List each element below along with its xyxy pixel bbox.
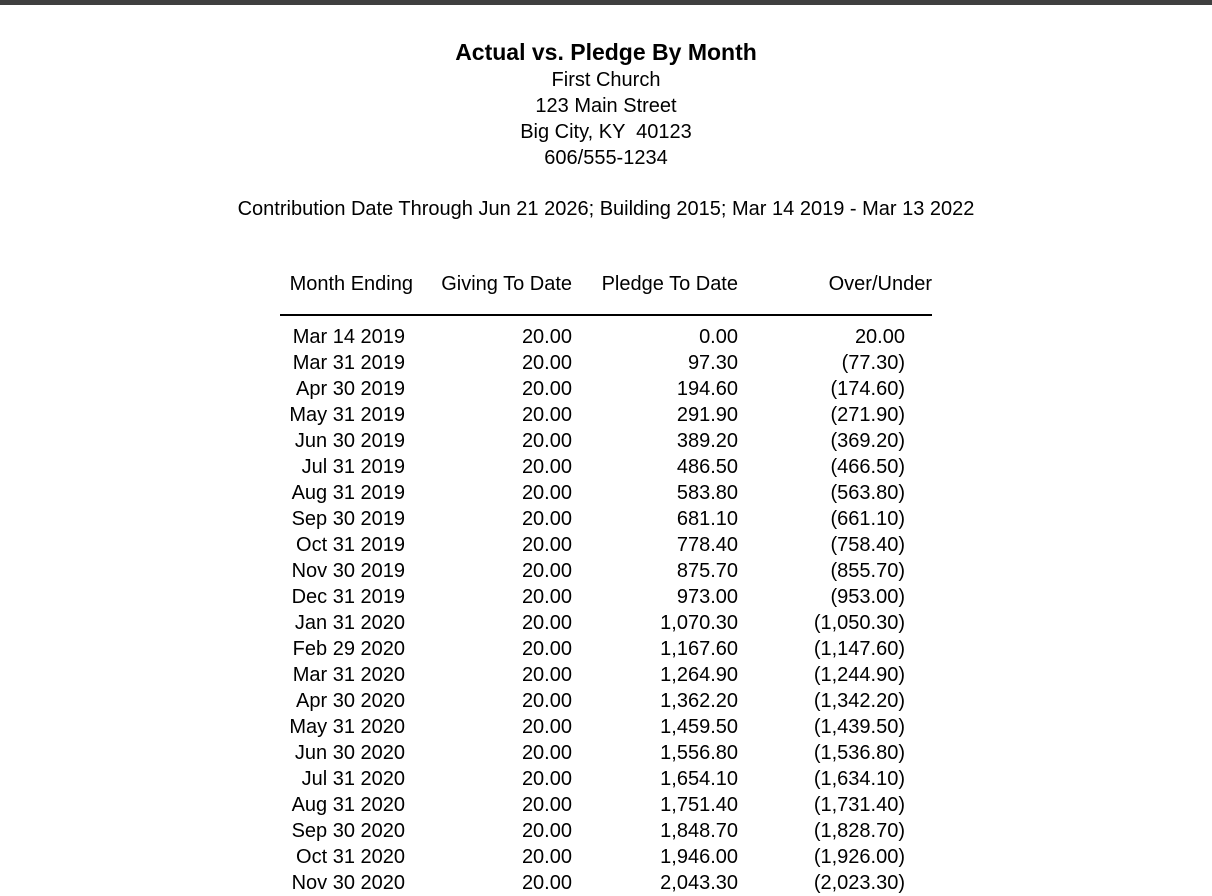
column-header-over-under: Over/Under bbox=[738, 272, 932, 315]
org-address-city: Big City, KY 40123 bbox=[520, 121, 692, 143]
pledge-table bbox=[280, 272, 932, 896]
table-row bbox=[280, 844, 932, 870]
table-row bbox=[280, 480, 932, 506]
over-under-cell: (1,342.20) bbox=[813, 690, 905, 712]
month-ending-cell: Mar 14 2019 bbox=[292, 326, 405, 348]
over-under-cell: (758.40) bbox=[830, 534, 905, 556]
giving-to-date-cell: 20.00 bbox=[521, 326, 572, 348]
window-top-bar bbox=[0, 0, 1212, 5]
month-ending-cell: Aug 31 2020 bbox=[291, 794, 405, 816]
table-row bbox=[280, 532, 932, 558]
over-under-cell: (1,536.80) bbox=[813, 742, 905, 764]
pledge-to-date-cell: 1,070.30 bbox=[660, 612, 738, 634]
table-row bbox=[280, 428, 932, 454]
pledge-to-date-cell: 1,459.50 bbox=[660, 716, 738, 738]
table-row bbox=[280, 315, 932, 350]
over-under-cell: (174.60) bbox=[830, 378, 905, 400]
org-phone: 606/555-1234 bbox=[544, 147, 668, 169]
giving-to-date-cell: 20.00 bbox=[521, 508, 572, 530]
pledge-to-date-cell: 973.00 bbox=[676, 586, 738, 608]
giving-to-date-cell: 20.00 bbox=[521, 352, 572, 374]
month-ending-cell: Nov 30 2020 bbox=[291, 872, 405, 894]
table-row bbox=[280, 714, 932, 740]
pledge-to-date-cell: 97.30 bbox=[687, 352, 738, 374]
month-ending-cell: Jan 31 2020 bbox=[294, 612, 405, 634]
pledge-to-date-cell: 1,848.70 bbox=[660, 820, 738, 842]
pledge-to-date-cell: 194.60 bbox=[676, 378, 738, 400]
over-under-cell: (2,023.30) bbox=[813, 872, 905, 894]
pledge-to-date-cell: 1,362.20 bbox=[660, 690, 738, 712]
over-under-cell: (466.50) bbox=[830, 456, 905, 478]
month-ending-cell: Aug 31 2019 bbox=[291, 482, 405, 504]
giving-to-date-cell: 20.00 bbox=[521, 846, 572, 868]
giving-to-date-cell: 20.00 bbox=[521, 742, 572, 764]
over-under-cell: (855.70) bbox=[830, 560, 905, 582]
pledge-to-date-cell: 1,556.80 bbox=[660, 742, 738, 764]
pledge-to-date-cell: 1,654.10 bbox=[660, 768, 738, 790]
giving-to-date-cell: 20.00 bbox=[521, 820, 572, 842]
giving-to-date-cell: 20.00 bbox=[521, 534, 572, 556]
giving-to-date-cell: 20.00 bbox=[521, 482, 572, 504]
table-row bbox=[280, 688, 932, 714]
giving-to-date-cell: 20.00 bbox=[521, 664, 572, 686]
over-under-cell: (661.10) bbox=[830, 508, 905, 530]
table-row bbox=[280, 584, 932, 610]
over-under-cell: (1,147.60) bbox=[813, 638, 905, 660]
column-header-giving-to-date: Giving To Date bbox=[413, 272, 572, 315]
pledge-to-date-cell: 875.70 bbox=[676, 560, 738, 582]
over-under-cell: (953.00) bbox=[830, 586, 905, 608]
giving-to-date-cell: 20.00 bbox=[521, 378, 572, 400]
pledge-to-date-cell: 1,946.00 bbox=[660, 846, 738, 868]
table-row bbox=[280, 506, 932, 532]
org-address-street: 123 Main Street bbox=[535, 95, 677, 117]
table-row bbox=[280, 662, 932, 688]
table-header-row bbox=[280, 272, 932, 315]
pledge-to-date-cell: 2,043.30 bbox=[660, 872, 738, 894]
pledge-to-date-cell: 389.20 bbox=[676, 430, 738, 452]
over-under-cell: (1,828.70) bbox=[813, 820, 905, 842]
report-criteria-line: Contribution Date Through Jun 21 2026; Building 2015; Mar 14 2019 - Mar 13 2022 bbox=[237, 198, 975, 220]
giving-to-date-cell: 20.00 bbox=[521, 560, 572, 582]
month-ending-cell: May 31 2020 bbox=[289, 716, 405, 738]
giving-to-date-cell: 20.00 bbox=[521, 612, 572, 634]
giving-to-date-cell: 20.00 bbox=[521, 872, 572, 894]
table-row bbox=[280, 610, 932, 636]
giving-to-date-cell: 20.00 bbox=[521, 690, 572, 712]
pledge-to-date-cell: 583.80 bbox=[676, 482, 738, 504]
over-under-cell: (563.80) bbox=[830, 482, 905, 504]
table-row bbox=[280, 376, 932, 402]
month-ending-cell: Mar 31 2020 bbox=[292, 664, 405, 686]
giving-to-date-cell: 20.00 bbox=[521, 794, 572, 816]
table-row bbox=[280, 740, 932, 766]
pledge-to-date-cell: 1,167.60 bbox=[660, 638, 738, 660]
giving-to-date-cell: 20.00 bbox=[521, 404, 572, 426]
org-name: First Church bbox=[551, 69, 661, 91]
giving-to-date-cell: 20.00 bbox=[521, 456, 572, 478]
report-page bbox=[0, 37, 1212, 896]
table-row bbox=[280, 818, 932, 844]
month-ending-cell: May 31 2019 bbox=[289, 404, 405, 426]
table-row bbox=[280, 636, 932, 662]
pledge-to-date-cell: 486.50 bbox=[676, 456, 738, 478]
giving-to-date-cell: 20.00 bbox=[521, 430, 572, 452]
giving-to-date-cell: 20.00 bbox=[521, 638, 572, 660]
table-row bbox=[280, 558, 932, 584]
month-ending-cell: Jun 30 2019 bbox=[294, 430, 405, 452]
month-ending-cell: Oct 31 2020 bbox=[296, 846, 405, 868]
pledge-table-body bbox=[280, 315, 932, 896]
column-header-month-ending: Month Ending bbox=[280, 272, 413, 315]
pledge-to-date-cell: 0.00 bbox=[699, 326, 738, 348]
over-under-cell: (271.90) bbox=[830, 404, 905, 426]
month-ending-cell: Feb 29 2020 bbox=[292, 638, 405, 660]
month-ending-cell: Jul 31 2019 bbox=[301, 456, 405, 478]
month-ending-cell: Oct 31 2019 bbox=[296, 534, 405, 556]
over-under-cell: (1,731.40) bbox=[813, 794, 905, 816]
report-title: Actual vs. Pledge By Month bbox=[455, 39, 757, 65]
table-row bbox=[280, 870, 932, 896]
month-ending-cell: Mar 31 2019 bbox=[292, 352, 405, 374]
month-ending-cell: Apr 30 2020 bbox=[296, 690, 405, 712]
giving-to-date-cell: 20.00 bbox=[521, 768, 572, 790]
over-under-cell: (1,926.00) bbox=[813, 846, 905, 868]
over-under-cell: (1,634.10) bbox=[813, 768, 905, 790]
column-header-pledge-to-date: Pledge To Date bbox=[572, 272, 738, 315]
over-under-cell: (1,050.30) bbox=[813, 612, 905, 634]
month-ending-cell: Dec 31 2019 bbox=[291, 586, 405, 608]
table-row bbox=[280, 402, 932, 428]
month-ending-cell: Apr 30 2019 bbox=[296, 378, 405, 400]
over-under-cell: (77.30) bbox=[841, 352, 905, 374]
pledge-to-date-cell: 291.90 bbox=[676, 404, 738, 426]
month-ending-cell: Jun 30 2020 bbox=[294, 742, 405, 764]
table-row bbox=[280, 350, 932, 376]
month-ending-cell: Nov 30 2019 bbox=[291, 560, 405, 582]
month-ending-cell: Jul 31 2020 bbox=[301, 768, 405, 790]
month-ending-cell: Sep 30 2020 bbox=[291, 820, 405, 842]
pledge-to-date-cell: 778.40 bbox=[676, 534, 738, 556]
month-ending-cell: Sep 30 2019 bbox=[291, 508, 405, 530]
over-under-cell: 20.00 bbox=[854, 326, 905, 348]
table-row bbox=[280, 454, 932, 480]
table-row bbox=[280, 766, 932, 792]
over-under-cell: (1,439.50) bbox=[813, 716, 905, 738]
pledge-to-date-cell: 1,751.40 bbox=[660, 794, 738, 816]
over-under-cell: (369.20) bbox=[830, 430, 905, 452]
table-row bbox=[280, 792, 932, 818]
over-under-cell: (1,244.90) bbox=[813, 664, 905, 686]
pledge-to-date-cell: 1,264.90 bbox=[660, 664, 738, 686]
pledge-to-date-cell: 681.10 bbox=[676, 508, 738, 530]
giving-to-date-cell: 20.00 bbox=[521, 586, 572, 608]
giving-to-date-cell: 20.00 bbox=[521, 716, 572, 738]
